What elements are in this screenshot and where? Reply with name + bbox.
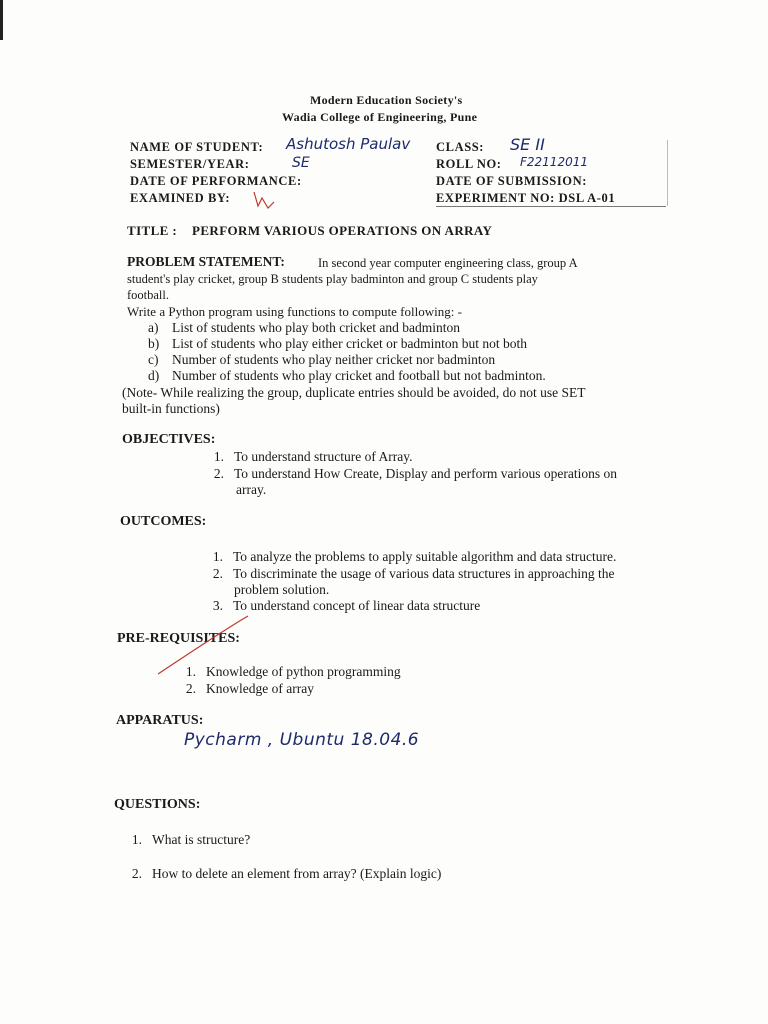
date-performance-label: DATE OF PERFORMANCE:: [130, 174, 302, 188]
outcome-item: 3. To understand concept of linear data structure: [212, 598, 481, 613]
problem-line-4: Write a Python program using functions to compute following: -: [127, 304, 462, 319]
apparatus-handwritten: Pycharm , Ubuntu 18.04.6: [184, 730, 420, 750]
page-edge-shadow: [0, 0, 3, 40]
objective-item: 1. To understand structure of Array.: [213, 449, 413, 464]
outcomes-label: OUTCOMES:: [120, 514, 207, 529]
title-label: TITLE :: [127, 223, 178, 238]
objectives-label: OBJECTIVES:: [122, 432, 216, 447]
signature-mark: [248, 188, 278, 212]
problem-item: d) Number of students who play cricket and football but not badminton.: [148, 368, 546, 383]
prerequisite-item: 2. Knowledge of array: [185, 681, 314, 696]
problem-line-3: football.: [127, 288, 170, 302]
examined-by-label: EXAMINED BY:: [130, 191, 231, 205]
questions-label: QUESTIONS:: [114, 797, 201, 812]
problem-item: b) List of students who play either cricket or badminton but not both: [148, 336, 528, 351]
semester-label: SEMESTER/YEAR:: [130, 157, 250, 171]
apparatus-label: APPARATUS:: [116, 713, 204, 728]
roll-value: F22112011: [520, 155, 588, 169]
outcome-item-continuation: problem solution.: [234, 582, 330, 597]
outcome-item: 2. To discriminate the usage of various data structures in approaching the: [212, 566, 615, 581]
title-text: PERFORM VARIOUS OPERATIONS ON ARRAY: [192, 223, 493, 238]
objective-item: 2. To understand How Create, Display and perform various operations on: [213, 466, 617, 481]
class-value: SE II: [510, 135, 545, 154]
institution-line-2: Wadia College of Engineering, Pune: [282, 110, 478, 124]
student-name-label: NAME OF STUDENT:: [130, 140, 264, 154]
form-border-line: [667, 140, 668, 206]
problem-item: c) Number of students who play neither cricket nor badminton: [148, 352, 496, 367]
student-name-value: Ashutosh Paulav: [286, 135, 411, 153]
objective-item-continuation: array.: [236, 482, 267, 497]
problem-note-line-1: (Note- While realizing the group, duplicate entries should be avoided, do not use SET: [122, 385, 586, 400]
date-submission-label: DATE OF SUBMISSION:: [436, 174, 588, 188]
prerequisite-item: 1. Knowledge of python programming: [185, 664, 401, 679]
question-item: 1. What is structure?: [131, 832, 251, 847]
prerequisites-label: PRE-REQUISITES:: [117, 631, 240, 646]
class-label: CLASS:: [436, 140, 485, 154]
problem-line-1: In second year computer engineering class, group A: [318, 256, 578, 270]
form-underline: [436, 206, 666, 207]
institution-line-1: Modern Education Society's: [310, 93, 463, 107]
problem-note-line-2: built-in functions): [122, 401, 220, 416]
outcome-item: 1. To analyze the problems to apply suitable algorithm and data structure.: [212, 549, 617, 564]
experiment-number: EXPERIMENT NO: DSL A-01: [436, 191, 616, 205]
problem-item: a) List of students who play both cricket and badminton: [148, 320, 460, 335]
question-item: 2. How to delete an element from array? (Explain logic): [131, 866, 442, 881]
problem-statement-label: PROBLEM STATEMENT:: [127, 254, 285, 269]
problem-line-2: student's play cricket, group B students play badminton and group C students play: [127, 272, 538, 286]
semester-value: SE: [292, 155, 310, 171]
roll-label: ROLL NO:: [436, 157, 502, 171]
